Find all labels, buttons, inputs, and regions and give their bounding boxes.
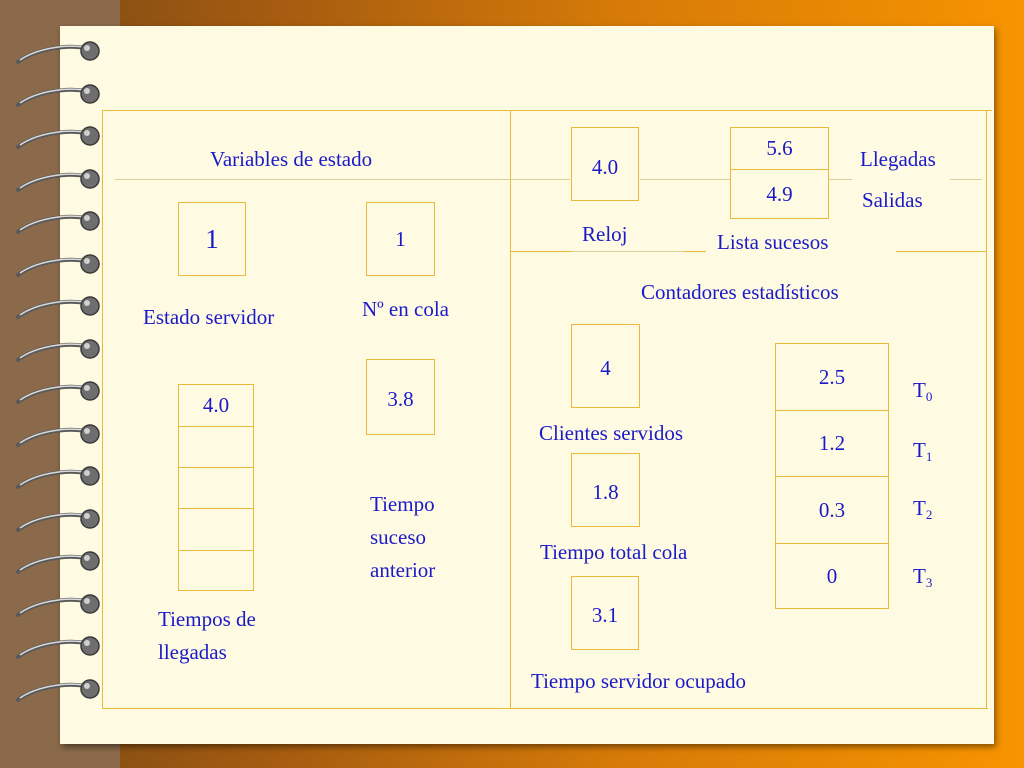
- header-rule: [115, 179, 570, 180]
- arrival-time-cell: [179, 551, 253, 590]
- event-list-departure-cell: 4.9: [766, 181, 793, 206]
- spiral-ring-icon: [14, 380, 104, 406]
- clock-box: [571, 127, 639, 201]
- event-list-arrival-cell: 5.6: [731, 128, 828, 170]
- spiral-ring-icon: [14, 678, 104, 704]
- spiral-ring-icon: [14, 210, 104, 236]
- t3-label: $T_3$: [913, 564, 933, 590]
- previous-event-time-value: 3.8: [387, 387, 414, 411]
- arrival-time-cell: [179, 427, 253, 468]
- frame-bottom-line: [102, 708, 988, 709]
- customers-served-value: 4: [600, 356, 611, 380]
- spiral-ring-icon: [14, 423, 104, 449]
- header-rule-end: [950, 179, 982, 180]
- previous-event-time-label-line: suceso: [370, 525, 426, 549]
- spiral-ring-icon: [14, 550, 104, 576]
- arrival-times-label-line: Tiempos de: [158, 607, 256, 631]
- spiral-ring-icon: [14, 40, 104, 66]
- frame-divider-line: [510, 110, 511, 708]
- spiral-ring-icon: [14, 295, 104, 321]
- previous-event-time-box: [366, 359, 435, 435]
- counters-title: Contadores estadísticos: [641, 280, 839, 304]
- spiral-ring-icon: [14, 253, 104, 279]
- spiral-ring-icon: [14, 125, 104, 151]
- server-state-label: Estado servidor: [143, 305, 275, 329]
- header-rule-far-right: [828, 179, 852, 180]
- t1-value-cell: 1.2: [776, 411, 888, 477]
- server-busy-time-box: [571, 576, 639, 650]
- server-busy-time-value: 3.1: [591, 603, 619, 627]
- server-busy-time-label: Tiempo servidor ocupado: [531, 669, 747, 693]
- total-queue-time-label: Tiempo total cola: [540, 540, 688, 564]
- previous-event-time-label-line: Tiempo: [370, 492, 435, 516]
- frame-right-line: [986, 110, 987, 708]
- reloj-underline: [572, 251, 684, 252]
- spiral-ring-icon: [14, 83, 104, 109]
- spiral-ring-icon: [14, 635, 104, 661]
- total-queue-time-box: [571, 453, 640, 527]
- spiral-ring-icon: [14, 593, 104, 619]
- customers-served-box: [571, 324, 640, 408]
- arrival-time-cell: 4.0: [179, 385, 253, 427]
- spiral-ring-icon: [14, 465, 104, 491]
- t3-value-cell: 0: [826, 563, 838, 588]
- arrival-time-cell: [179, 509, 253, 551]
- header-rule-right: [640, 179, 730, 180]
- departures-label: Salidas: [862, 188, 923, 212]
- event-list-label: Lista sucesos: [717, 230, 829, 254]
- frame-left-line: [102, 110, 103, 708]
- spiral-ring-icon: [14, 168, 104, 194]
- t0-value-cell: 2.5: [776, 344, 888, 411]
- spiral-ring-icon: [14, 508, 104, 534]
- t1-label: $T_1$: [913, 438, 933, 464]
- section-separator-a: [510, 251, 572, 252]
- section-separator-b: [684, 251, 706, 252]
- server-state-value: 1: [205, 223, 219, 254]
- arrival-times-stack: [178, 384, 254, 591]
- arrival-times-label-line: llegadas: [158, 640, 227, 664]
- clock-value: 4.0: [591, 155, 619, 179]
- section-separator-c: [896, 251, 986, 252]
- arrival-times-label: [158, 603, 256, 669]
- server-state-box: [178, 202, 246, 276]
- arrivals-label: Llegadas: [860, 147, 936, 171]
- t2-value-cell: 0.3: [776, 477, 888, 544]
- total-queue-time-value: 1.8: [592, 480, 619, 504]
- previous-event-time-label-line: anterior: [370, 558, 436, 582]
- state-variables-title: Variables de estado: [210, 147, 373, 171]
- queue-count-label: Nº en cola: [362, 297, 449, 321]
- customers-served-label: Clientes servidos: [539, 421, 684, 445]
- previous-event-time-label: [370, 488, 435, 587]
- clock-label: Reloj: [582, 222, 628, 246]
- t2-label: $T_2$: [913, 496, 933, 522]
- t0-label: $T_0$: [913, 378, 933, 404]
- event-list-stack: [730, 127, 829, 219]
- queue-count-value: 1: [395, 226, 406, 251]
- spiral-ring-icon: [14, 338, 104, 364]
- arrival-time-cell: [179, 468, 253, 509]
- frame-top-line: [102, 110, 992, 111]
- t-values-stack: [775, 343, 889, 609]
- queue-count-box: [366, 202, 435, 276]
